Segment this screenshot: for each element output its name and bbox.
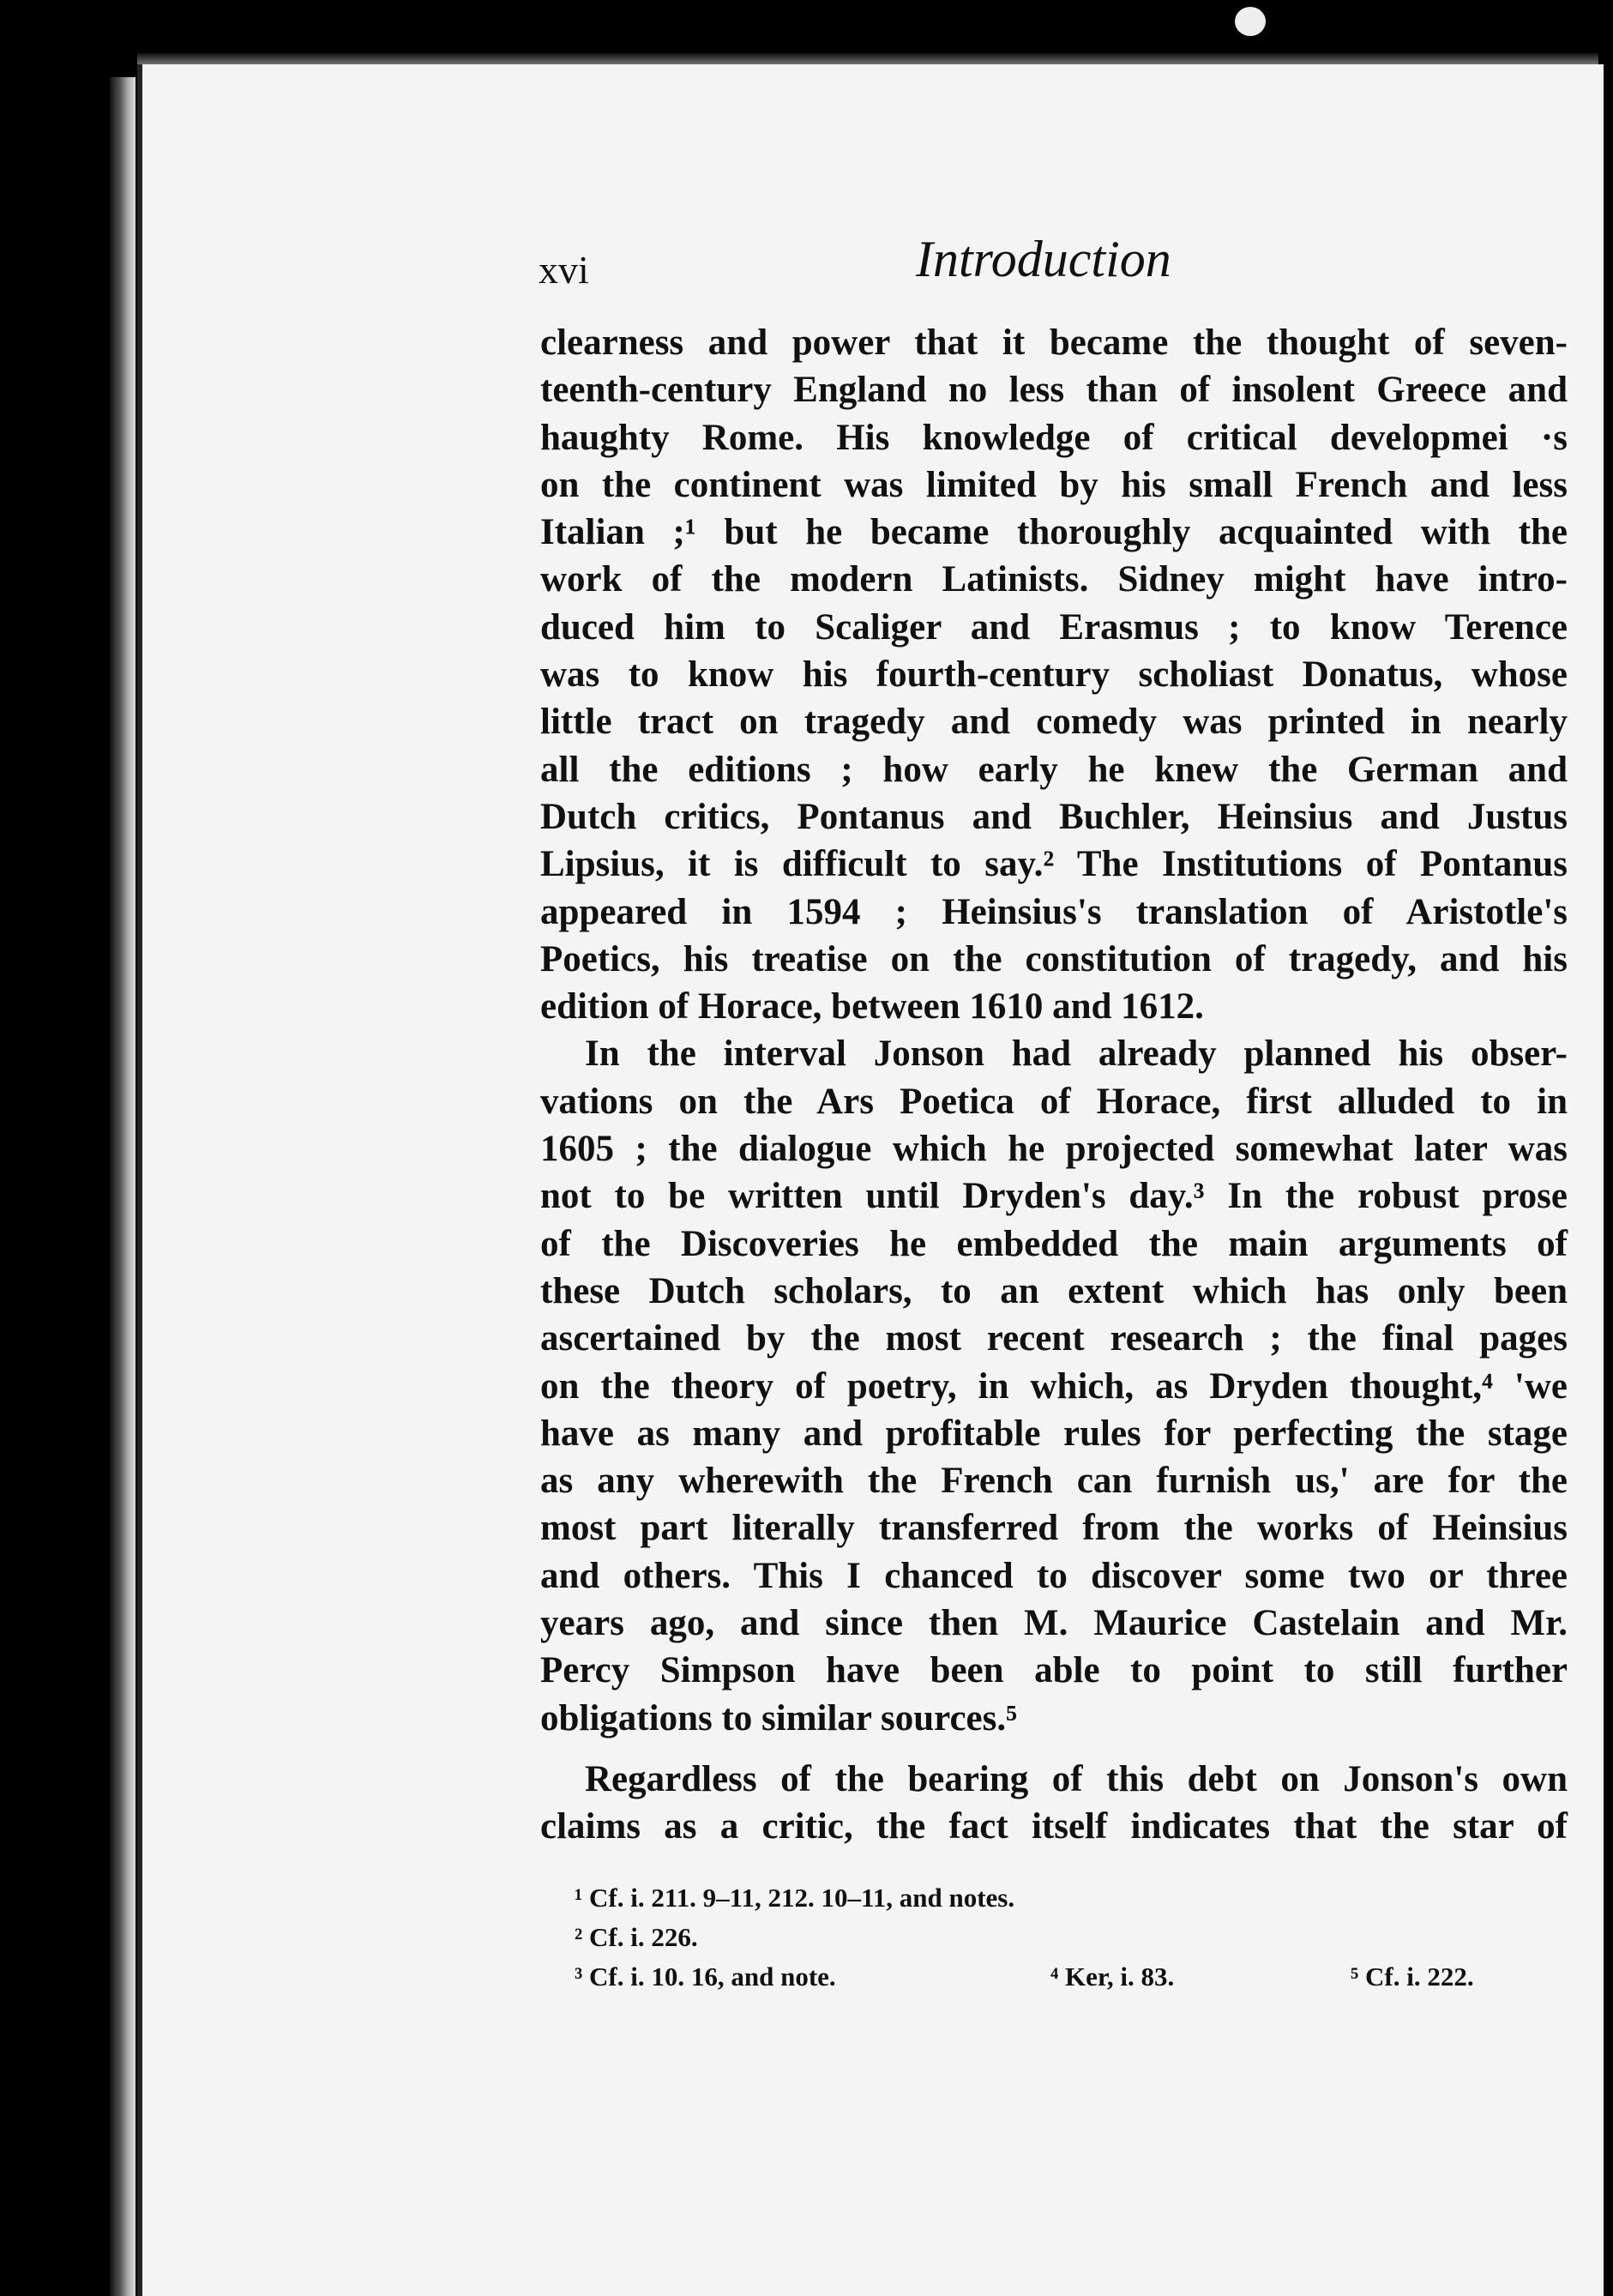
text-line: years ago, and since then M. Maurice Castelain and Mr.: [540, 1603, 1568, 1644]
footnote-3: ³ Cf. i. 10. 16, and note.: [575, 1962, 836, 1992]
text-line: all the editions ; how early he knew the German and: [540, 749, 1568, 790]
text-line: edition of Horace, between 1610 and 1612.: [540, 986, 1204, 1027]
text-line: duced him to Scaliger and Erasmus ; to know Terence: [540, 606, 1568, 648]
text-line: was to know his fourth-century scholiast Donatus, whose: [540, 654, 1568, 696]
footnote-4: ⁴ Ker, i. 83.: [1050, 1962, 1175, 1992]
running-head: [539, 230, 1568, 298]
text-line: on the continent was limited by his small French and less: [540, 464, 1568, 505]
text-line: clearness and power that it became the thought of seven-: [540, 322, 1568, 363]
text-line: ascertained by the most recent research ; the final pages: [540, 1318, 1568, 1359]
text-line: Lipsius, it is difficult to say.² The Institutions of Pontanus: [540, 844, 1568, 885]
text-line: Italian ;¹ but he became thoroughly acquainted with the: [540, 512, 1568, 553]
text-line: Percy Simpson have been able to point to still further: [540, 1650, 1568, 1691]
footnote-2: ² Cf. i. 226.: [575, 1922, 698, 1952]
text-line: as any wherewith the French can furnish us,' are for the: [540, 1461, 1568, 1502]
text-line: obligations to similar sources.⁵: [540, 1697, 1017, 1739]
text-line: claims as a critic, the fact itself indicates that the star of: [540, 1806, 1568, 1847]
text-line: on the theory of poetry, in which, as Dryden thought,⁴ 'we: [540, 1365, 1568, 1407]
text-line: Poetics, his treatise on the constitution of tragedy, and his: [540, 938, 1568, 979]
text-line: of the Discoveries he embedded the main arguments of: [540, 1223, 1568, 1264]
text-line: haughty Rome. His knowledge of critical developmei ·s: [540, 417, 1568, 458]
page-blemish: [1235, 7, 1266, 36]
text-line: most part literally transferred from the works of Heinsius: [540, 1508, 1568, 1549]
footnotes: [575, 1878, 1586, 1997]
text-line: these Dutch scholars, to an extent which has only been: [540, 1270, 1568, 1311]
text-line: In the interval Jonson had already planned his obser-: [585, 1034, 1568, 1075]
page-number: xvi: [539, 248, 589, 292]
text-line: work of the modern Latinists. Sidney might have intro-: [540, 559, 1568, 600]
text-line: little tract on tragedy and comedy was printed in nearly: [540, 702, 1568, 743]
text-line: teenth-century England no less than of insolent Greece and: [540, 370, 1568, 411]
text-line: have as many and profitable rules for perfecting the stage: [540, 1413, 1568, 1454]
text-line: vations on the Ars Poetica of Horace, first alluded to in: [540, 1081, 1568, 1122]
body-text: [540, 319, 1568, 1851]
text-line: 1605 ; the dialogue which he projected somewhat later was: [540, 1129, 1568, 1170]
text-line: and others. This I chanced to discover some two or three: [540, 1555, 1568, 1596]
page-binding-edge: [110, 77, 135, 2296]
text-line: Regardless of the bearing of this debt on Jonson's own: [585, 1758, 1568, 1799]
text-line: Dutch critics, Pontanus and Buchler, Heinsius and Justus: [540, 796, 1568, 837]
footnote-5: ⁵ Cf. i. 222.: [1351, 1962, 1474, 1992]
text-line: appeared in 1594 ; Heinsius's translation of Aristotle's: [540, 891, 1568, 932]
text-line: not to be written until Dryden's day.³ In the robust prose: [540, 1176, 1568, 1217]
footnote-1: ¹ Cf. i. 211. 9–11, 212. 10–11, and notes.: [575, 1883, 1015, 1913]
chapter-title: Introduction: [916, 231, 1171, 287]
